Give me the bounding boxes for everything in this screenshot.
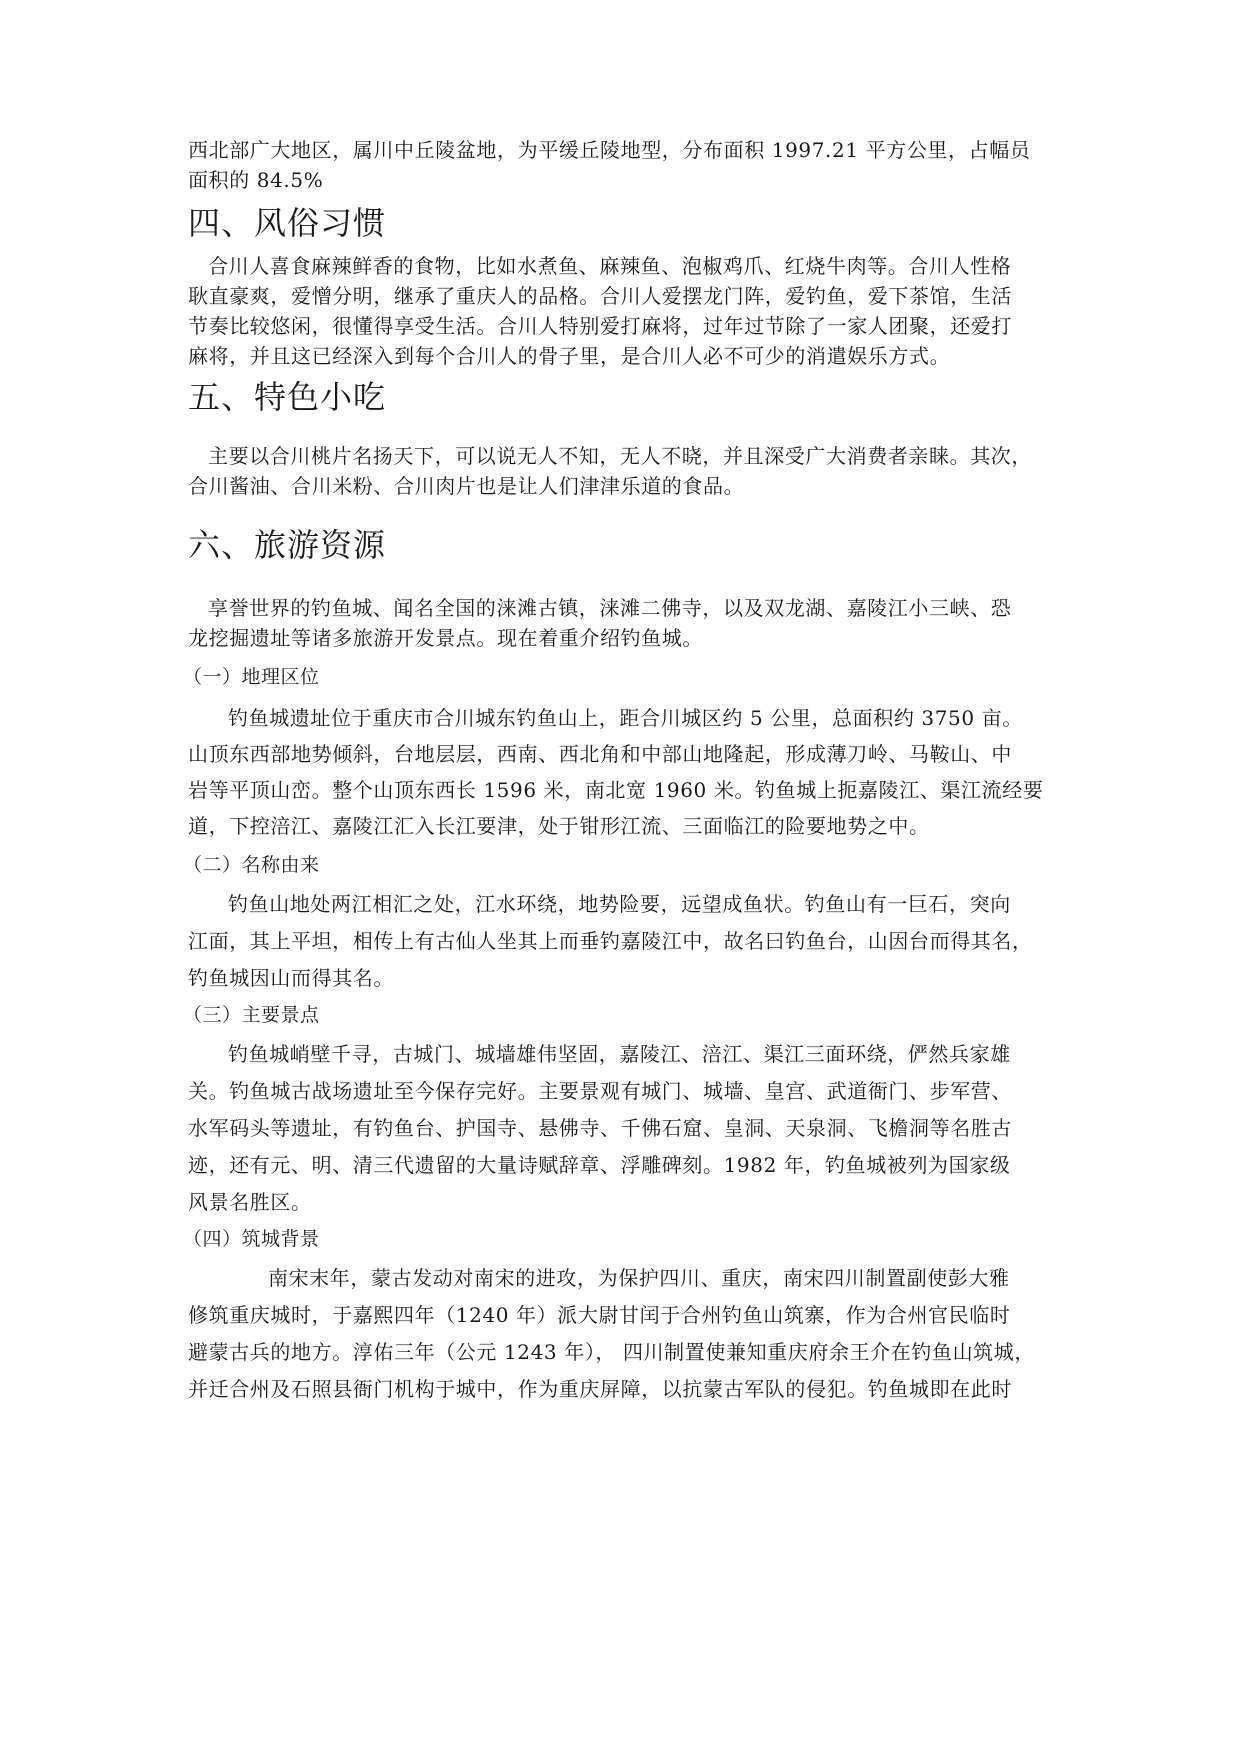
section-heading-tourism: 六、旅游资源 xyxy=(188,526,387,564)
attractions-line-4: 迹，还有元、明、清三代遗留的大量诗赋辞章、浮雕碑刻。1982 年，钓鱼城被列为国家级 xyxy=(188,1153,1011,1177)
name-origin-line-1: 钓鱼山地处两江相汇之处，江水环绕，地势险要，远望成鱼状。钓鱼山有一巨石，突向 xyxy=(228,892,1011,916)
intro-line-2: 面积的 84.5% xyxy=(188,168,324,192)
location-line-4: 道，下控涪江、嘉陵江汇入长江要津，处于钳形江流、三面临江的险要地势之中。 xyxy=(188,814,930,838)
subsection-title-name-origin: （二）名称由来 xyxy=(183,854,320,876)
snacks-line-2: 合川酱油、合川米粉、合川肉片也是让人们津津乐道的食品。 xyxy=(188,474,745,498)
attractions-line-3: 水军码头等遗址，有钓鱼台、护国寺、悬佛寺、千佛石窟、皇洞、天泉洞、飞檐洞等名胜古 xyxy=(188,1116,1012,1140)
customs-line-3: 节奏比较悠闲，很懂得享受生活。合川人特别爱打麻将，过年过节除了一家人团聚，还爱打 xyxy=(188,314,1012,338)
name-origin-line-2: 江面，其上平坦，相传上有古仙人坐其上而垂钓嘉陵江中，故名曰钓鱼台，山因台而得其名， xyxy=(188,929,1033,953)
background-line-1: 南宋末年，蒙古发动对南宋的进攻，为保护四川、重庆，南宋四川制置副使彭大雅 xyxy=(268,1266,1010,1290)
location-line-3: 岩等平顶山峦。整个山顶东西长 1596 米，南北宽 1960 米。钓鱼城上扼嘉陵江、渠江流经要 xyxy=(188,778,1044,802)
section-heading-snacks: 五、特色小吃 xyxy=(188,378,387,416)
subsection-title-background: （四）筑城背景 xyxy=(183,1228,320,1250)
customs-line-4: 麻将，并且这已经深入到每个合川人的骨子里，是合川人必不可少的消遣娱乐方式。 xyxy=(188,344,951,368)
background-line-3: 避蒙古兵的地方。淳佑三年（公元 1243 年）， 四川制置使兼知重庆府余王介在钓鱼山筑城， xyxy=(188,1340,1035,1364)
name-origin-line-3: 钓鱼城因山而得其名。 xyxy=(188,966,394,990)
attractions-line-5: 风景名胜区。 xyxy=(188,1190,312,1214)
attractions-line-1: 钓鱼城峭壁千寻，古城门、城墙雄伟坚固，嘉陵江、涪江、渠江三面环绕，俨然兵家雄 xyxy=(228,1042,1011,1066)
background-line-4: 并迁合州及石照县衙门机构于城中，作为重庆屏障，以抗蒙古军队的侵犯。钓鱼城即在此时 xyxy=(188,1377,1012,1401)
snacks-line-1: 主要以合川桃片名扬天下，可以说无人不知，无人不晓，并且深受广大消费者亲睐。其次， xyxy=(208,444,1032,468)
location-line-1: 钓鱼城遗址位于重庆市合川城东钓鱼山上，距合川城区约 5 公里，总面积约 3750 亩。 xyxy=(228,706,1023,730)
tourism-line-1: 享誉世界的钓鱼城、闻名全国的涞滩古镇，涞滩二佛寺，以及双龙湖、嘉陵江小三峡、恐 xyxy=(208,596,1012,620)
background-line-2: 修筑重庆城时，于嘉熙四年（1240 年）派大尉甘闰于合州钓鱼山筑寨，作为合州官民临时 xyxy=(188,1303,1011,1327)
section-heading-customs: 四、风俗习惯 xyxy=(188,204,387,242)
subsection-title-location: （一）地理区位 xyxy=(183,666,320,688)
customs-line-2: 耿直豪爽，爱憎分明，继承了重庆人的品格。合川人爱摆龙门阵，爱钓鱼，爱下茶馆，生活 xyxy=(188,284,1012,308)
attractions-line-2: 关。钓鱼城古战场遗址至今保存完好。主要景观有城门、城墙、皇宫、武道衙门、步军营、 xyxy=(188,1079,1012,1103)
subsection-title-attractions: （三）主要景点 xyxy=(183,1004,320,1026)
intro-line-1: 西北部广大地区，属川中丘陵盆地，为平缓丘陵地型，分布面积 1997.21 平方公里，占幅员 xyxy=(188,138,1031,162)
tourism-line-2: 龙挖掘遗址等诸多旅游开发景点。现在着重介绍钓鱼城。 xyxy=(188,626,703,650)
customs-line-1: 合川人喜食麻辣鲜香的食物，比如水煮鱼、麻辣鱼、泡椒鸡爪、红烧牛肉等。合川人性格 xyxy=(208,254,1012,278)
location-line-2: 山顶东西部地势倾斜，台地层层，西南、西北角和中部山地隆起，形成薄刀岭、马鞍山、中 xyxy=(188,742,1012,766)
